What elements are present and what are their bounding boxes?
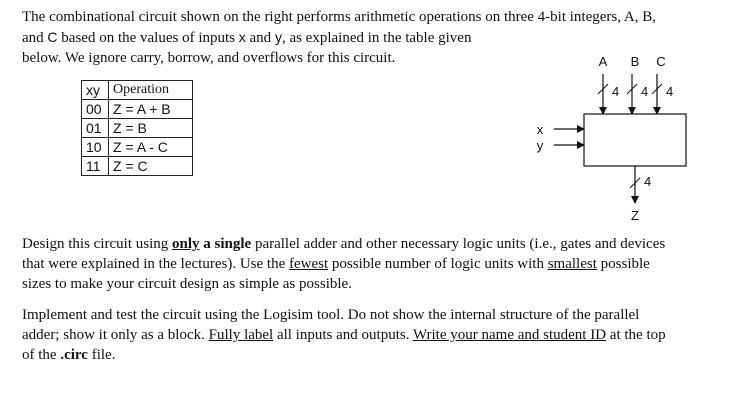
input-x-label: x — [536, 122, 544, 137]
bus-z-width: 4 — [644, 174, 652, 189]
circ-extension: .circ — [60, 347, 88, 363]
emphasis-smallest: smallest — [547, 256, 597, 272]
circuit-block — [584, 114, 686, 166]
emphasis-single: a single — [203, 236, 252, 252]
intro-line-1: The combinational circuit shown on the right performs arithmetic operations on three 4-bit integers, A, B, — [22, 9, 657, 25]
design-paragraph — [22, 234, 722, 294]
row-xy: 10 — [82, 138, 109, 157]
design-line-3: sizes to make your circuit design as simple as possible. — [22, 276, 352, 292]
row-operation: Z = A - C — [109, 138, 193, 157]
implement-line-2: adder; show it only as a block. Fully label all inputs and outputs. Write your name and student ID at the top — [22, 327, 666, 343]
implement-line-1: Implement and test the circuit using the Logisim tool. Do not show the internal structure of the parallel — [22, 307, 640, 323]
bus-a-width: 4 — [612, 84, 620, 99]
input-c-label: C — [656, 54, 666, 69]
row-xy: 00 — [82, 100, 109, 119]
emphasis-fully-label: Fully label — [208, 327, 274, 343]
var-x: x — [238, 29, 246, 45]
row-xy: 11 — [82, 157, 109, 176]
emphasis-write-name: Write your name and student ID — [412, 327, 607, 343]
input-a-label: A — [598, 54, 608, 69]
bus-b-width: 4 — [641, 84, 649, 99]
input-b-label: B — [630, 54, 640, 69]
intro-line-3: below. We ignore carry, borrow, and overflows for this circuit. — [22, 50, 396, 66]
row-xy: 01 — [82, 119, 109, 138]
var-y: y — [274, 29, 282, 45]
row-operation: Z = C — [109, 157, 193, 176]
header-xy: xy — [82, 81, 109, 100]
input-y-label: y — [536, 138, 544, 153]
design-line-1: Design this circuit using only a single parallel adder and other necessary logic units (i.e., gates and devices — [22, 236, 666, 252]
emphasis-only: only — [172, 236, 200, 252]
bus-c-width: 4 — [666, 84, 674, 99]
row-operation: Z = B — [109, 119, 193, 138]
emphasis-fewest: fewest — [288, 256, 329, 272]
design-line-2: that were explained in the lectures). Use the fewest possible number of logic units with smallest possible — [22, 256, 650, 272]
implement-paragraph — [22, 305, 722, 365]
row-operation: Z = A + B — [109, 100, 193, 119]
header-operation: Operation — [109, 81, 193, 100]
intro-line-2: and C based on the values of inputs x and y, as explained in the table given — [22, 29, 472, 46]
output-z-label: Z — [631, 208, 639, 223]
var-c: C — [47, 29, 58, 45]
implement-line-3: of the .circ file. — [22, 347, 116, 363]
